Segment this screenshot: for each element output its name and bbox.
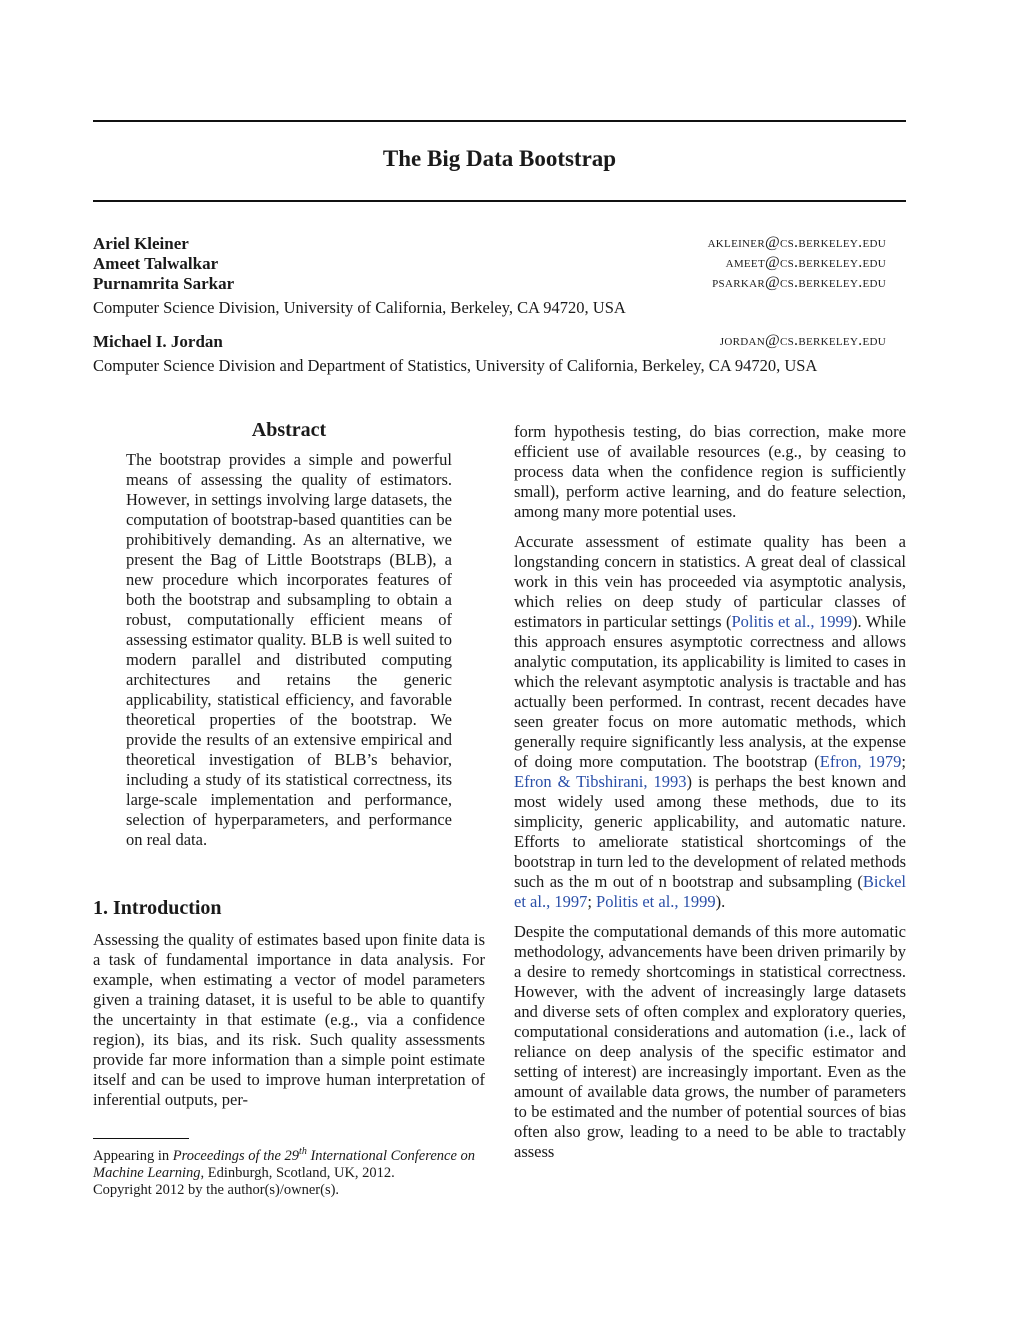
footnote-rule	[93, 1138, 189, 1139]
venue-name: Proceedings of the 29th International Conference on Machine Learning	[93, 1146, 476, 1181]
citation-link[interactable]: Politis et al., 1999	[596, 892, 716, 911]
author-email[interactable]: akleiner@cs.berkeley.edu	[707, 234, 886, 251]
author-name: Ameet Talwalkar	[93, 254, 219, 273]
author-block	[93, 234, 886, 378]
footnote: Appearing in Proceedings of the 29th International Conference on Machine Learning, Edinburgh, Scotland, UK, 2012. Copyright 2012 by the author(s)/owner(s).	[93, 1138, 493, 1199]
author-email[interactable]: ameet@cs.berkeley.edu	[725, 254, 886, 271]
author-name: Ariel Kleiner	[93, 234, 189, 253]
abstract-body: The bootstrap provides a simple and powerful means of assessing the quality of estimators. However, in settings involving large datasets, the computation of bootstrap-based quantities can be prohibitively demanding. As an alternative, we present the Bag of Little Bootstraps (BLB), a new procedure which incorporates features of both the bootstrap and subsampling to obtain a robust, computationally efficient means of assessing estimator quality. BLB is well suited to modern parallel and distributed computing architectures and retains the generic applicability, statistical efficiency, and favorable theoretical properties of the bootstrap. We provide the results of an extensive empirical and theoretical investigation of BLB’s behavior, including a study of its statistical correctness, its large-scale implementation and performance, selection of hyperparameters, and performance on real data.	[126, 450, 452, 849]
intro-paragraph-2: Accurate assessment of estimate quality has been a longstanding concern in statistics. A great deal of classical work in this vein has proceeded via asymptotic analysis, which relies on deep study of particular classes of estimators in particular settings (Politis et al., 1999). While this approach ensures asymptotic correctness and allows analytic computation, its applicability is limited to cases in which the relevant asymptotic analysis is tractable and has actually been performed. In contrast, recent decades have seen greater focus on more automatic methods, which generally require significantly less analysis, at the expense of doing more computation. The bootstrap (Efron, 1979; Efron & Tibshirani, 1993) is perhaps the best known and most widely used among these methods, due to its simplicity, generic applicability, and automatic nature. Efforts to ameliorate statistical shortcomings of the bootstrap in turn led to the development of related methods such as the m out of n bootstrap and subsampling (Bickel et al., 1997; Politis et al., 1999).	[514, 532, 907, 911]
affiliation-2: Computer Science Division and Department of Statistics, University of California, Berkeley, CA 94720, USA	[93, 356, 818, 375]
citation-link[interactable]: Efron & Tibshirani, 1993	[514, 772, 687, 791]
citation-link[interactable]: Bickel et al., 1997	[514, 872, 906, 911]
citation-link[interactable]: Efron, 1979	[819, 752, 902, 771]
author-email[interactable]: psarkar@cs.berkeley.edu	[712, 274, 886, 291]
left-column	[93, 420, 485, 1120]
author-row	[93, 332, 886, 352]
affiliation-1: Computer Science Division, University of California, Berkeley, CA 94720, USA	[93, 298, 626, 317]
paper-title: The Big Data Bootstrap	[382, 146, 617, 171]
right-column	[514, 422, 906, 1172]
author-email[interactable]: jordan@cs.berkeley.edu	[719, 332, 886, 349]
author-row	[93, 254, 886, 274]
abstract-heading: Abstract	[251, 419, 327, 441]
copyright: Copyright 2012 by the author(s)/owner(s).	[93, 1181, 340, 1198]
author-row	[93, 274, 886, 294]
author-name: Michael I. Jordan	[93, 332, 223, 351]
citation-link[interactable]: Politis et al., 1999	[731, 612, 852, 631]
author-row	[93, 234, 886, 254]
title-bottom-rule	[93, 200, 906, 202]
title-top-rule	[93, 120, 906, 122]
intro-paragraph-1-continued: form hypothesis testing, do bias correction, make more efficient use of available resources (e.g., by ceasing to process data when the confidence region is sufficiently small), perform active learning, and do feature selection, among many more potential uses.	[514, 422, 906, 521]
author-name: Purnamrita Sarkar	[93, 274, 235, 293]
intro-paragraph-3: Despite the computational demands of this more automatic methodology, advancements have been driven primarily by a desire to remedy shortcomings in statistical correctness. However, with the advent of increasingly large datasets and diverse sets of often complex and exploratory queries, computational considerations and automation (i.e., lack of reliance on deep analysis of the specific estimator and setting of interest) are increasingly important. Even as the amount of available data grows, the number of parameters to be estimated and the number of potential sources of bias often also grow, leading to a need to be able to tractably assess	[514, 922, 906, 1161]
intro-paragraph-1: Assessing the quality of estimates based upon finite data is a task of fundamental importance in data analysis. For example, when estimating a vector of model parameters given a training dataset, it is useful to be able to quantify the uncertainty in that estimate (e.g., via a confidence region), its bias, and its risk. Such quality assessments provide far more information than a simple point estimate itself and can be used to improve human interpretation of inferential outputs, per-	[93, 930, 485, 1109]
section-heading: 1. Introduction	[93, 897, 222, 919]
